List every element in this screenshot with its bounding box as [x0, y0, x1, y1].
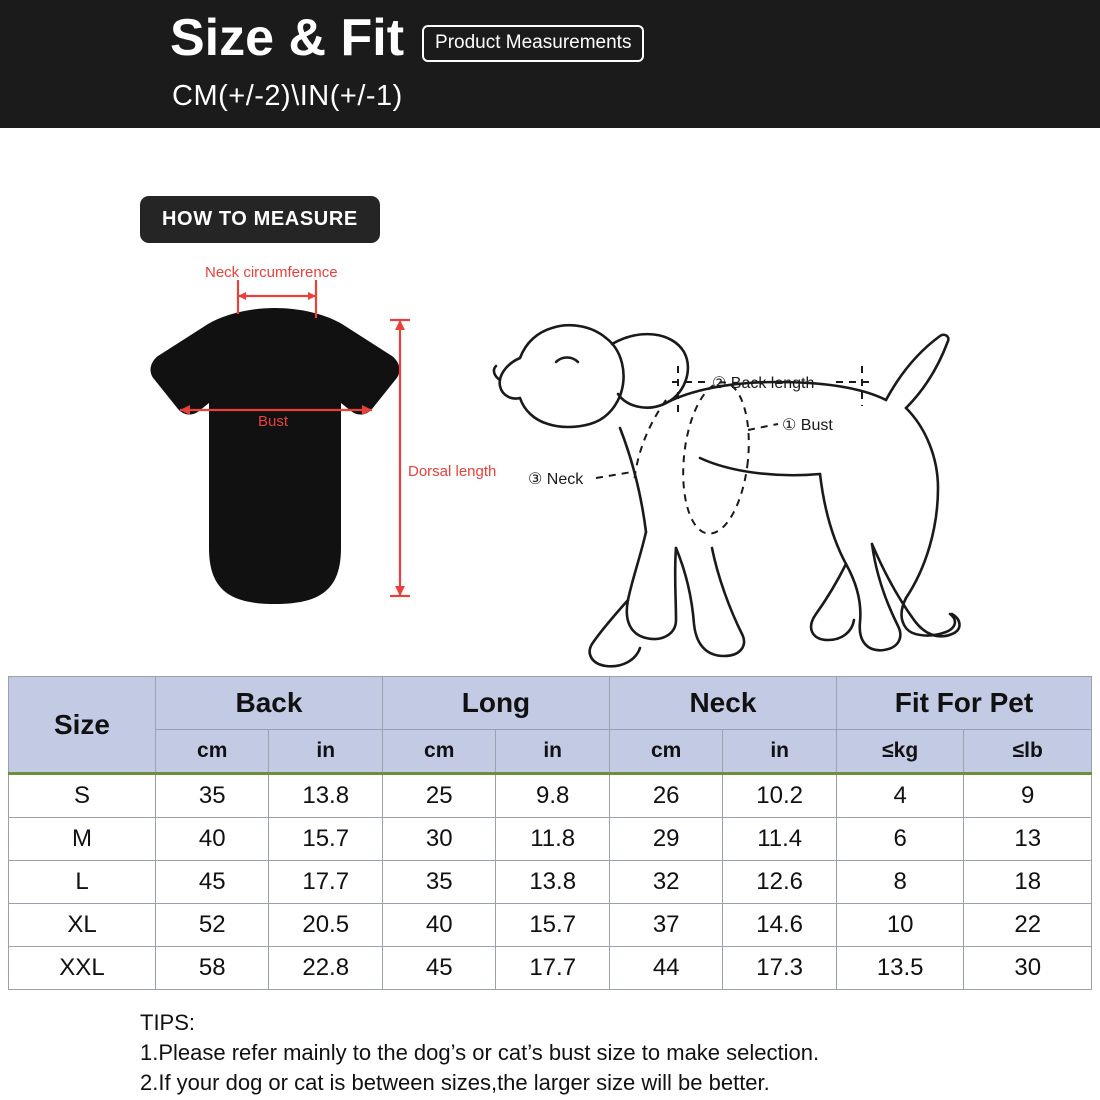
tips-line-2: 2.If your dog or cat is between sizes,the larger size will be better.	[140, 1070, 770, 1095]
cell-size: L	[9, 861, 156, 904]
header-long: Long	[382, 677, 609, 730]
cell-weight-lb: 9	[964, 774, 1092, 818]
header-neck-in: in	[723, 730, 836, 774]
header-weight-lb: ≤lb	[964, 730, 1092, 774]
size-table-container	[8, 676, 1092, 990]
cell-size: M	[9, 818, 156, 861]
header-banner	[0, 0, 1100, 128]
cell-long-in: 15.7	[496, 904, 610, 947]
table-row	[9, 947, 1092, 990]
cell-neck-cm: 29	[609, 818, 722, 861]
cell-back-cm: 58	[155, 947, 268, 990]
cell-back-in: 13.8	[269, 774, 382, 818]
dorsal-length-measure	[390, 320, 496, 596]
header-size: Size	[9, 677, 156, 774]
cell-neck-in: 11.4	[723, 818, 836, 861]
cell-long-in: 17.7	[496, 947, 610, 990]
tips-section	[140, 1008, 1060, 1098]
label-bust-dog: ① Bust	[782, 417, 833, 434]
cell-long-in: 9.8	[496, 774, 610, 818]
cell-long-cm: 40	[382, 904, 495, 947]
label-neck-circumference: Neck circumference	[205, 264, 338, 281]
cell-back-cm: 35	[155, 774, 268, 818]
how-to-measure-label: HOW TO MEASURE	[140, 196, 380, 243]
cell-back-cm: 40	[155, 818, 268, 861]
cell-weight-kg: 4	[836, 774, 964, 818]
header-back-cm: cm	[155, 730, 268, 774]
label-neck-dog: ③ Neck	[528, 471, 584, 488]
cell-neck-cm: 37	[609, 904, 722, 947]
table-row	[9, 904, 1092, 947]
cell-long-in: 11.8	[496, 818, 610, 861]
cell-long-in: 13.8	[496, 861, 610, 904]
header-neck: Neck	[609, 677, 836, 730]
cell-long-cm: 35	[382, 861, 495, 904]
cell-weight-lb: 30	[964, 947, 1092, 990]
cell-back-in: 20.5	[269, 904, 382, 947]
cell-neck-cm: 44	[609, 947, 722, 990]
header-fit-for-pet: Fit For Pet	[836, 677, 1091, 730]
cell-long-cm: 45	[382, 947, 495, 990]
table-row	[9, 774, 1092, 818]
neck-measure-dog	[528, 400, 666, 488]
header-back-in: in	[269, 730, 382, 774]
cell-weight-kg: 13.5	[836, 947, 964, 990]
size-table	[8, 676, 1092, 990]
table-row	[9, 818, 1092, 861]
header-neck-cm: cm	[609, 730, 722, 774]
cell-weight-kg: 6	[836, 818, 964, 861]
tolerance-subtitle: CM(+/-2)\IN(+/-1)	[172, 80, 403, 112]
header-long-cm: cm	[382, 730, 495, 774]
cell-back-in: 17.7	[269, 861, 382, 904]
how-to-measure-section	[0, 128, 1100, 673]
page-title: Size & Fit	[170, 9, 405, 67]
cell-size: XXL	[9, 947, 156, 990]
cell-back-in: 15.7	[269, 818, 382, 861]
cell-size: XL	[9, 904, 156, 947]
cell-neck-in: 14.6	[723, 904, 836, 947]
product-measurements-badge: Product Measurements	[422, 25, 644, 62]
cell-neck-in: 17.3	[723, 947, 836, 990]
cell-back-cm: 45	[155, 861, 268, 904]
header-back: Back	[155, 677, 382, 730]
cell-long-cm: 30	[382, 818, 495, 861]
table-group-header-row	[9, 677, 1092, 730]
table-row	[9, 861, 1092, 904]
label-bust-garment: Bust	[258, 413, 289, 430]
cell-neck-in: 10.2	[723, 774, 836, 818]
cell-back-cm: 52	[155, 904, 268, 947]
cell-weight-lb: 13	[964, 818, 1092, 861]
tips-line-1: 1.Please refer mainly to the dog’s or cat’s bust size to make selection.	[140, 1040, 820, 1065]
cell-neck-cm: 26	[609, 774, 722, 818]
cell-neck-in: 12.6	[723, 861, 836, 904]
cell-weight-lb: 18	[964, 861, 1092, 904]
cell-long-cm: 25	[382, 774, 495, 818]
cell-weight-kg: 8	[836, 861, 964, 904]
cell-weight-kg: 10	[836, 904, 964, 947]
cell-back-in: 22.8	[269, 947, 382, 990]
tips-heading: TIPS:	[140, 1010, 196, 1035]
label-dorsal-length: Dorsal length	[408, 463, 497, 480]
header-long-in: in	[496, 730, 610, 774]
header-title-row	[170, 8, 644, 68]
label-back-length: ② Back length	[712, 375, 815, 392]
table-sub-header-row	[9, 730, 1092, 774]
garment-illustration	[151, 308, 400, 604]
cell-weight-lb: 22	[964, 904, 1092, 947]
measurement-diagram	[0, 128, 1100, 673]
header-weight-kg: ≤kg	[836, 730, 964, 774]
cell-neck-cm: 32	[609, 861, 722, 904]
size-table-body	[9, 774, 1092, 990]
cell-size: S	[9, 774, 156, 818]
